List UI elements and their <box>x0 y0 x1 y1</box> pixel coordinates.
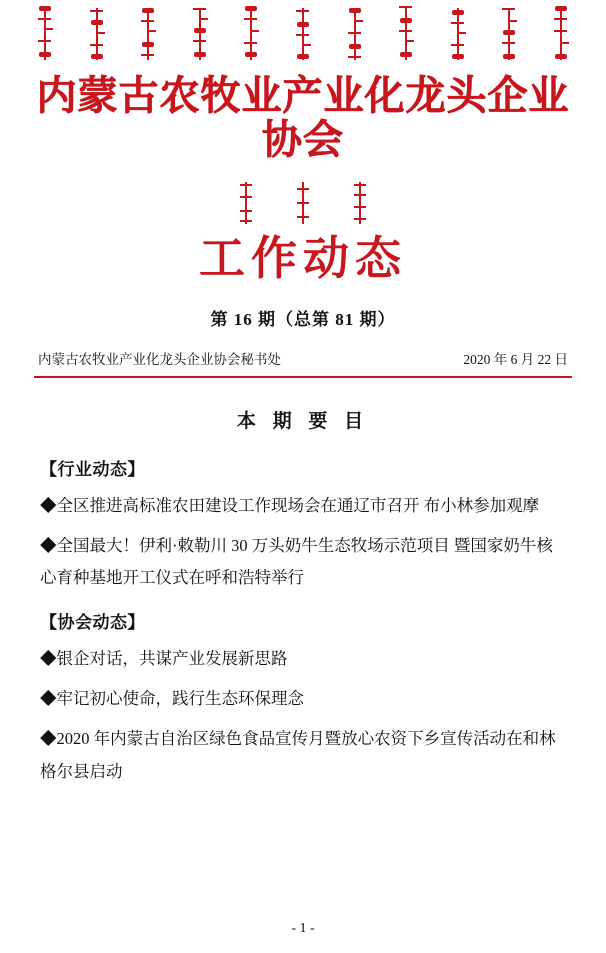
mongolian-glyph-column <box>451 6 465 62</box>
publisher-name: 内蒙古农牧业产业化龙头企业协会秘书处 <box>38 351 281 367</box>
publication-date: 2020 年 6 月 22 日 <box>463 351 568 367</box>
mongolian-glyph-column <box>141 6 155 62</box>
toc-entry[interactable]: ◆银企对话，共谋产业发展新思路 <box>40 649 288 669</box>
publication-meta <box>34 348 572 368</box>
mongolian-glyph-column <box>240 182 253 226</box>
toc-group-label: 【协会动态】 <box>40 613 145 633</box>
contents-title: 本 期 要 目 <box>236 410 370 432</box>
mongolian-glyph-column <box>296 6 310 62</box>
mongolian-script-band-top <box>34 6 572 68</box>
mongolian-glyph-column <box>354 182 367 226</box>
mongolian-glyph-column <box>554 6 568 62</box>
mongolian-glyph-column <box>90 6 104 62</box>
toc-entry[interactable]: ◆全区推进高标准农田建设工作现场会在通辽市召开 布小林参加观摩 <box>40 495 540 515</box>
mongolian-glyph-column <box>193 6 207 62</box>
mongolian-glyph-column <box>297 182 310 226</box>
toc-entry[interactable]: ◆牢记初心使命，践行生态环保理念 <box>40 689 304 709</box>
mongolian-glyph-column <box>399 6 413 62</box>
toc-group-label: 【行业动态】 <box>40 459 145 479</box>
page-number: - 1 - <box>291 921 315 936</box>
issue-number: 第 16 期（总第 81 期） <box>210 309 396 329</box>
toc-entry[interactable]: ◆2020 年内蒙古自治区绿色食品宣传月暨放心农资下乡宣传活动在和林格尔县启动 <box>40 729 556 781</box>
toc-entry[interactable]: ◆全国最大！伊利·敕勒川 30 万头奶牛生态牧场示范项目 暨国家奶牛核心育种基地开工仪式在呼和浩特举行 <box>40 535 553 587</box>
mongolian-glyph-column <box>38 6 52 62</box>
mongolian-glyph-column <box>502 6 516 62</box>
document-page <box>0 6 606 953</box>
bulletin-title: 工作动态 <box>199 233 407 284</box>
mongolian-glyph-column <box>244 6 258 62</box>
table-of-contents <box>34 455 572 788</box>
header-divider <box>34 376 572 378</box>
organization-title: 内蒙古农牧业产业化龙头企业协会 <box>36 73 570 162</box>
mongolian-glyph-column <box>348 6 362 62</box>
mongolian-script-band-middle <box>34 182 572 228</box>
